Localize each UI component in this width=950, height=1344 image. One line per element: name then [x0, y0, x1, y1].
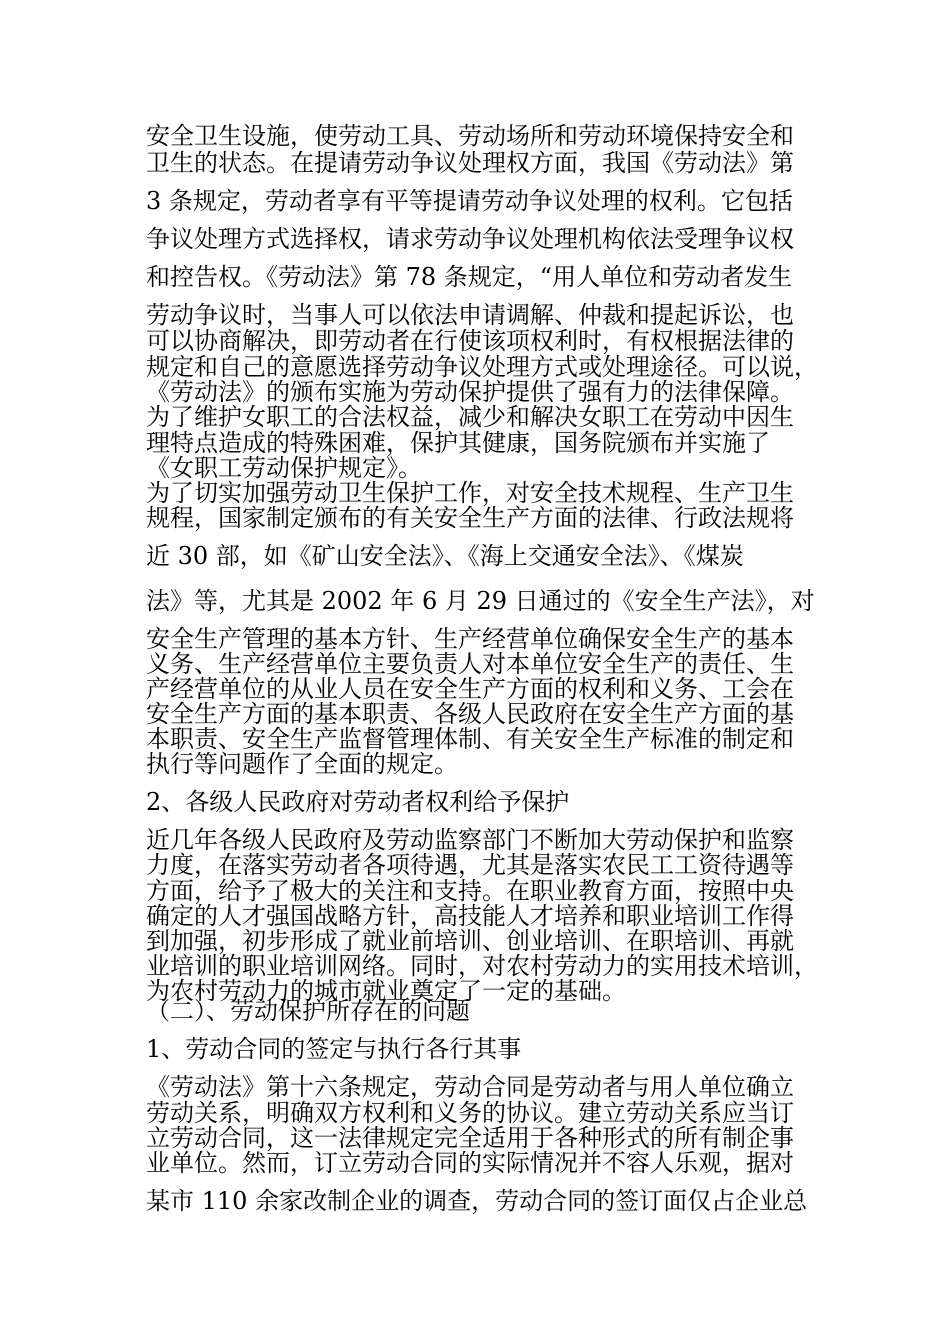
text-line: 3 条规定，劳动者享有平等提请劳动争议处理的权利。它包括: [146, 187, 793, 215]
text-line: 本职责、安全生产监督管理体制、有关安全生产标准的制定和: [146, 725, 794, 753]
text-line: 安全卫生设施，使劳动工具、劳动场所和劳动环境保持安全和: [146, 122, 794, 150]
text-line: 争议处理方式选择权，请求劳动争议处理机构依法受理争议权: [146, 225, 794, 253]
text-line: 法》等，尤其是 2002 年 6 月 29 日通过的《安全生产法》，对: [146, 587, 815, 615]
text-line: 执行等问题作了全面的规定。: [146, 750, 458, 778]
text-line: 《劳动法》第十六条规定，劳动合同是劳动者与用人单位确立: [146, 1073, 794, 1101]
text-line: 卫生的状态。在提请劳动争议处理权方面，我国《劳动法》第: [146, 149, 794, 177]
text-line: 产经营单位的从业人员在安全生产方面的权利和义务、工会在: [146, 675, 794, 703]
text-line: 业培训的职业培训网络。同时，对农村劳动力的实用技术培训，: [146, 952, 818, 980]
section-heading: 1、劳动合同的签定与执行各行其事: [146, 1035, 522, 1063]
text-line: 劳动争议时，当事人可以依法申请调解、仲裁和提起诉讼，也: [146, 301, 794, 329]
text-line: 立劳动合同，这一法律规定完全适用于各种形式的所有制企事: [146, 1124, 794, 1152]
text-line: 义务、生产经营单位主要负责人对本单位安全生产的责任、生: [146, 650, 794, 678]
text-line: 为了维护女职工的合法权益，减少和解决女职工在劳动中因生: [146, 403, 794, 431]
text-line: 安全生产管理的基本方针、生产经营单位确保安全生产的基本: [146, 625, 794, 653]
text-line: 劳动关系，明确双方权利和义务的协议。建立劳动关系应当订: [146, 1099, 794, 1127]
text-line: 安全生产方面的基本职责、各级人民政府在安全生产方面的基: [146, 700, 794, 728]
text-line: 规定和自己的意愿选择劳动争议处理方式或处理途径。可以说，: [146, 353, 818, 381]
text-line: 业单位。然而，订立劳动合同的实际情况并不容人乐观，据对: [146, 1149, 794, 1177]
section-heading: （二）、劳动保护所存在的问题: [146, 997, 470, 1025]
text-line: 近 30 部，如《矿山安全法》、《海上交通安全法》、《煤炭: [146, 542, 744, 570]
text-line: 规程，国家制定颁布的有关安全生产方面的法律、行政法规将: [146, 504, 794, 532]
text-line: 某市 110 余家改制企业的调查，劳动合同的签订面仅占企业总: [146, 1187, 808, 1215]
text-line: 力度，在落实劳动者各项待遇，尤其是落实农民工工资待遇等: [146, 851, 794, 879]
section-heading: 2、各级人民政府对劳动者权利给予保护: [146, 788, 570, 816]
text-line: 和控告权。《劳动法》第 78 条规定，“用人单位和劳动者发生: [146, 263, 793, 291]
text-line: 近几年各级人民政府及劳动监察部门不断加大劳动保护和监察: [146, 826, 794, 854]
text-line: 为了切实加强劳动卫生保护工作，对安全技术规程、生产卫生: [146, 479, 794, 507]
text-line: 理特点造成的特殊困难，保护其健康，国务院颁布并实施了: [146, 429, 770, 457]
text-line: 方面，给予了极大的关注和支持。在职业教育方面，按照中央: [146, 877, 794, 905]
text-line: 《女职工劳动保护规定》。: [146, 454, 422, 482]
text-line: 为农村劳动力的城市就业奠定了一定的基础。: [146, 977, 626, 1005]
text-line: 到加强，初步形成了就业前培训、创业培训、在职培训、再就: [146, 927, 794, 955]
text-line: 可以协商解决，即劳动者在行使该项权利时，有权根据法律的: [146, 327, 794, 355]
text-line: 《劳动法》的颁布实施为劳动保护提供了强有力的法律保障。: [146, 378, 794, 406]
text-line: 确定的人才强国战略方针，高技能人才培养和职业培训工作得: [146, 902, 794, 930]
